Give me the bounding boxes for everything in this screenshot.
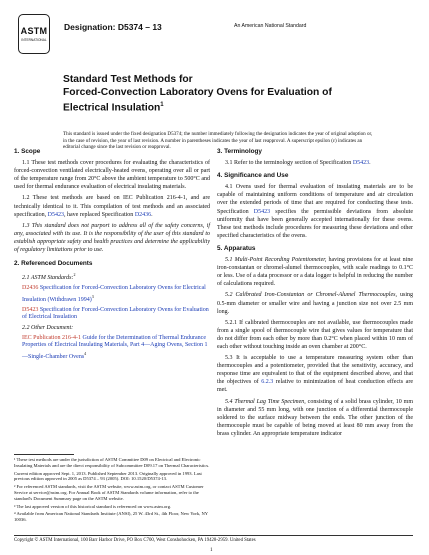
link-d2436[interactable]: D2436 bbox=[134, 211, 152, 218]
apparatus-label: 5.4 Thermal Lag Time Specimen, bbox=[225, 398, 306, 405]
link-d5423[interactable]: D5423 bbox=[253, 208, 271, 215]
referenced-documents-heading: 2. Referenced Documents bbox=[14, 260, 93, 268]
designation-notice: This standard is issued under the fixed designation D5374; the number immediately following the designation indicates the year of original adoption or, in the case of revision, the year of last revision. A number in parentheses indicates the year of last reapproval. A superscript epsilon (ε) indicates an editorial change since the last revision or reapproval. bbox=[63, 131, 373, 151]
scope-p2-text: 1.2 These test methods are based on IEC Publication 216-4-1, and are technically identical to it. This compilation of test methods and an associated specification, bbox=[14, 195, 210, 218]
scope-paragraph-1: 1.1 These test methods cover procedures for evaluating the characteristics of forced-convection ventilated electrically-heated ovens, operating over all or part of the temperature range from 20°C above the ambient temperature to 500°C and used for thermal endurance evaluation of electrical insulating materials. bbox=[14, 160, 210, 191]
footnote-4: ⁴ Available from American National Standards Institute (ANSI), 25 W. 43rd St., 4th Floor, New York, NY 10036. bbox=[14, 511, 208, 523]
footnote-2: ² For referenced ASTM standards, visit the ASTM website, www.astm.org, or contact ASTM Customer Service at service@astm.org. For Annual Book of ASTM Standards volume information, refer to the standard's Document Summary page on the ASTM website. bbox=[14, 484, 204, 501]
apparatus-paragraph-1 bbox=[217, 256, 413, 288]
reference-d2436[interactable] bbox=[22, 285, 210, 304]
reference-d5423[interactable] bbox=[22, 307, 210, 322]
apparatus-paragraph-2 bbox=[217, 291, 413, 315]
significance-text-end: specifies the permissible deviations from absolute uniformity that have been generally accepted internationally for these ovens. These test methods include procedures for measuring these deviations and other specified characteristics of the ovens. bbox=[217, 208, 414, 239]
ref-footnote-mark: 3 bbox=[91, 293, 94, 299]
footer-divider bbox=[14, 535, 413, 536]
title-line-2: Forced-Convection Laboratory Ovens for Evaluation of bbox=[63, 86, 332, 98]
footnote-1-approval: Current edition approved Sept. 1, 2013. Published September 2013. Originally approved in 1993. Last previous edition approved in 2005 as D5374 – 93 (2005). DOI: 10.1520/D5374-13. bbox=[14, 470, 202, 482]
left-column bbox=[14, 148, 210, 364]
ref-title: Guide for the Determination of Thermal Endurance Properties of Electrical Insulating Materials, Part 4—Aging Ovens, Section 1—Single-Chamber Ovens bbox=[22, 334, 208, 360]
terminology-heading: 3. Terminology bbox=[217, 148, 262, 155]
apparatus-text: 5.3 It is acceptable to use a temperature measuring system other than thermocouples and a potentiometer, provided that the sensitivity, accuracy, and response time are equivalent to that of the equipment described above, and that the objectives of bbox=[217, 355, 413, 386]
right-column bbox=[217, 148, 413, 441]
page-number: 1 bbox=[210, 547, 213, 553]
apparatus-paragraph-5 bbox=[217, 398, 413, 438]
scope-paragraph-3: 1.3 This standard does not purport to address all of the safety concerns, if any, associated with its use. It is the responsibility of the user of this standard to establish appropriate safety and health practices and determine the applicability of regulatory limitations prior to use. bbox=[14, 222, 210, 254]
logo-subtext: INTERNATIONAL bbox=[21, 38, 47, 42]
apparatus-text: using 0.5-mm diameter or smaller wire and having a junction size not over 2.5 mm long. bbox=[217, 292, 413, 315]
scope-p2-text-b: , have replaced Specification bbox=[64, 211, 135, 218]
other-document-label bbox=[14, 324, 210, 332]
ref-code: D2436 bbox=[22, 285, 39, 292]
reference-iec[interactable] bbox=[22, 335, 210, 362]
apparatus-label: 5.2 Calibrated Iron-Constantan or Chromel-Alumel Thermocouples, bbox=[225, 292, 397, 299]
astm-footnote-mark: 2 bbox=[73, 272, 76, 278]
terminology-text: 3.1 Refer to the terminology section of Specification bbox=[225, 160, 353, 167]
significance-heading: 4. Significance and Use bbox=[217, 172, 289, 180]
designation: Designation: D5374 – 13 bbox=[64, 22, 162, 32]
scope-heading: 1. Scope bbox=[14, 148, 41, 155]
apparatus-label: 5.1 Multi-Point Recording Potentiometer, bbox=[225, 257, 327, 264]
scope-p2-text-c: . bbox=[151, 211, 153, 218]
astm-standards-text: 2.1 ASTM Standards: bbox=[22, 275, 74, 282]
apparatus-paragraph-4 bbox=[217, 354, 413, 394]
page-title bbox=[63, 74, 383, 115]
link-d5423[interactable]: D5423 bbox=[47, 211, 64, 218]
copyright-notice: Copyright © ASTM International, 100 Barr Harbor Drive, PO Box C700, West Conshohocken, PA 19428-2959. United States bbox=[14, 538, 256, 543]
footnote-1: ¹ These test methods are under the jurisdiction of ASTM Committee D09 on Electrical and Electronic Insulating Materials and are the direct responsibility of Subcommittee D09.17 on Thermal Characteristics. bbox=[14, 457, 210, 468]
title-footnote-mark: 1 bbox=[160, 102, 164, 108]
title-line-3: Electrical Insulation bbox=[63, 102, 161, 114]
ref-title: Specification for Forced-Convection Laboratory Ovens for Electrical Insulation (Withdrawn 1994) bbox=[22, 285, 206, 303]
footnote-3: ³ The last approved version of this historical standard is referenced on www.astm.org. bbox=[14, 503, 172, 509]
link-d5423[interactable]: D5423 bbox=[352, 160, 370, 167]
standard-type: An American National Standard bbox=[234, 23, 307, 29]
significance-paragraph bbox=[217, 183, 413, 240]
logo-text: ASTM bbox=[20, 26, 48, 36]
other-document-text: 2.2 Other Document: bbox=[22, 324, 74, 331]
footnote-divider bbox=[14, 454, 74, 455]
apparatus-text-end: relative to minimization of heat conduction effects are met. bbox=[217, 379, 413, 394]
link-section-6-2-3[interactable]: 6.2.3 bbox=[261, 379, 274, 386]
terminology-paragraph bbox=[217, 159, 413, 167]
ref-title: Specification for Forced-Convection Laboratory Ovens for Evaluation of Electrical Insulation bbox=[22, 306, 209, 321]
apparatus-paragraph-3: 5.2.1 If calibrated thermocouples are not available, use thermocouples made from a single spool of thermocouple wire that gives values for temperature that do not differ from each other by more than 0.2°C when placed within 10 mm of each other without touching inside an oven chamber at 200°C. bbox=[217, 319, 413, 350]
astm-standards-label bbox=[14, 271, 210, 282]
apparatus-heading: 5. Apparatus bbox=[217, 244, 256, 252]
title-line-1: Standard Test Methods for bbox=[63, 74, 193, 85]
astm-logo bbox=[18, 14, 50, 54]
apparatus-text: consisting of a solid brass cylinder, 10 mm in diameter and 55 mm long, with one junction of a differential thermocouple soldered to the surface midway between the ends. The other junction of the thermocouple must be capable of being moved at least 80 mm away from the brass cylinder. An appropriate temperature indicator bbox=[217, 398, 413, 437]
ref-footnote-mark: 4 bbox=[84, 350, 87, 356]
scope-paragraph-2 bbox=[14, 194, 210, 218]
ref-code: IEC Publication 216-4-1 bbox=[22, 334, 81, 341]
apparatus-text: having provisions for at least nine iron-constantan or chromel-alumel thermocouples, with scale readings to 0.1°C or less. Use of a data processor or a data logger is helpful in reducing the number of calculations required. bbox=[217, 257, 414, 288]
terminology-text-end: . bbox=[369, 160, 371, 167]
ref-code: D5423 bbox=[22, 306, 39, 313]
footnotes bbox=[14, 457, 210, 525]
significance-text: 4.1 Ovens used for thermal evaluation of insulating materials are to be capable of maintaining uniform conditions of temperature and air circulation over the extended periods of time that are required for conducting these tests. Specification bbox=[217, 184, 413, 215]
